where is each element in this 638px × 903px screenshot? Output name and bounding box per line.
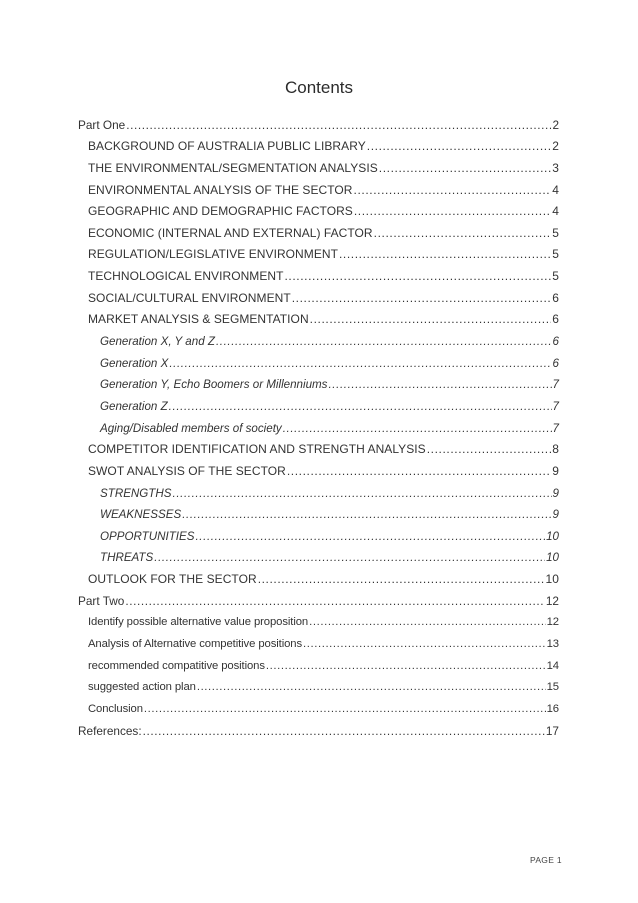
toc-entry[interactable]	[78, 717, 559, 739]
toc-entry-label: SOCIAL/CULTURAL ENVIRONMENT	[88, 290, 291, 305]
toc-entry-page-number: 3	[552, 160, 559, 175]
toc-dot-leader	[379, 161, 551, 176]
toc-entry-label: Analysis of Alternative competitive positions	[88, 638, 303, 651]
toc-entry[interactable]	[78, 695, 559, 717]
toc-dot-leader	[285, 269, 552, 284]
toc-dot-leader	[292, 291, 552, 306]
toc-entry[interactable]	[78, 349, 559, 371]
toc-dot-leader	[354, 204, 551, 219]
toc-entry[interactable]	[78, 522, 559, 544]
toc-dot-leader	[309, 615, 546, 630]
toc-entry-page-number: 13	[546, 638, 559, 651]
toc-entry-page-number: 14	[546, 659, 559, 672]
toc-entry-page-number: 8	[552, 442, 559, 457]
toc-dot-leader	[367, 139, 552, 154]
toc-entry-label: suggested action plan	[88, 681, 196, 694]
toc-entry[interactable]	[78, 565, 559, 587]
toc-entry[interactable]	[78, 630, 559, 652]
toc-dot-leader	[427, 442, 552, 457]
toc-dot-leader	[216, 334, 552, 349]
page-number-footer: PAGE 1	[530, 855, 562, 865]
toc-entry-page-number: 9	[552, 486, 559, 500]
toc-entry[interactable]	[78, 609, 559, 631]
toc-entry-label: ECONOMIC (INTERNAL AND EXTERNAL) FACTOR	[88, 225, 373, 240]
toc-dot-leader	[144, 702, 546, 717]
toc-entry[interactable]	[78, 111, 559, 133]
toc-dot-leader	[266, 659, 546, 674]
toc-entry[interactable]	[78, 154, 559, 176]
toc-entry[interactable]	[78, 587, 559, 609]
toc-dot-leader	[125, 594, 545, 609]
toc-entry-label: Part Two	[78, 593, 125, 608]
toc-entry-page-number: 5	[552, 225, 559, 240]
toc-entry[interactable]	[78, 501, 559, 523]
toc-dot-leader	[328, 377, 551, 392]
toc-entry-label: References:	[78, 723, 142, 738]
toc-dot-leader	[303, 637, 546, 652]
toc-entry[interactable]	[78, 176, 559, 198]
toc-entry[interactable]	[78, 198, 559, 220]
toc-entry-label: Conclusion	[88, 702, 143, 715]
toc-entry[interactable]	[78, 241, 559, 263]
toc-entry-page-number: 9	[552, 463, 559, 478]
toc-entry[interactable]	[78, 652, 559, 674]
toc-entry[interactable]	[78, 371, 559, 393]
toc-dot-leader	[374, 226, 552, 241]
toc-entry-label: STRENGTHS	[100, 486, 172, 500]
toc-entry-label: ENVIRONMENTAL ANALYSIS OF THE SECTOR	[88, 182, 353, 197]
toc-dot-leader	[310, 312, 552, 327]
toc-entry-page-number: 7	[552, 399, 559, 413]
toc-entry-page-number: 4	[552, 182, 559, 197]
toc-dot-leader	[354, 183, 552, 198]
toc-entry[interactable]	[78, 457, 559, 479]
toc-entry-page-number: 17	[545, 723, 559, 738]
toc-entry-label: COMPETITOR IDENTIFICATION AND STRENGTH ANALYSIS	[88, 442, 426, 457]
toc-entry-page-number: 4	[552, 204, 559, 219]
toc-dot-leader	[173, 486, 552, 501]
toc-entry-label: THREATS	[100, 551, 154, 565]
toc-dot-leader	[126, 118, 551, 133]
toc-dot-leader	[339, 247, 551, 262]
toc-dot-leader	[169, 356, 551, 371]
toc-entry[interactable]	[78, 327, 559, 349]
toc-entry-page-number: 12	[546, 616, 559, 629]
toc-entry-page-number: 7	[552, 421, 559, 435]
toc-entry-label: Part One	[78, 117, 126, 132]
toc-entry-page-number: 10	[546, 529, 559, 543]
toc-dot-leader	[182, 507, 551, 522]
toc-entry[interactable]	[78, 284, 559, 306]
toc-entry-label: THE ENVIRONMENTAL/SEGMENTATION ANALYSIS	[88, 160, 378, 175]
toc-entry-label: MARKET ANALYSIS & SEGMENTATION	[88, 312, 309, 327]
toc-entry-label: Generation X, Y and Z	[100, 335, 215, 349]
toc-dot-leader	[287, 464, 551, 479]
toc-dot-leader	[169, 399, 552, 414]
toc-entry[interactable]	[78, 544, 559, 566]
toc-dot-leader	[195, 529, 545, 544]
toc-entry-label: SWOT ANALYSIS OF THE SECTOR	[88, 463, 286, 478]
toc-entry-page-number: 12	[545, 593, 559, 608]
toc-entry-label: Generation X	[100, 356, 169, 370]
toc-dot-leader	[283, 421, 552, 436]
toc-entry-page-number: 9	[552, 508, 559, 522]
toc-entry-label: recommended compatitive positions	[88, 659, 265, 672]
toc-entry-page-number: 6	[552, 356, 559, 370]
toc-entry[interactable]	[78, 674, 559, 696]
toc-entry-page-number: 5	[552, 247, 559, 262]
toc-entry-label: TECHNOLOGICAL ENVIRONMENT	[88, 269, 284, 284]
toc-entry[interactable]	[78, 479, 559, 501]
toc-entry-page-number: 10	[545, 572, 559, 587]
toc-entry-label: Generation Y, Echo Boomers or Millenniums	[100, 378, 328, 392]
toc-entry-page-number: 2	[552, 117, 559, 132]
toc-entry-page-number: 2	[552, 139, 559, 154]
toc-entry-label: Identify possible alternative value proposition	[88, 616, 309, 629]
toc-entry-label: OPPORTUNITIES	[100, 529, 195, 543]
toc-entry-page-number: 7	[552, 378, 559, 392]
toc-entry-page-number: 16	[546, 702, 559, 715]
toc-entry[interactable]	[78, 436, 559, 458]
toc-entry-page-number: 10	[546, 551, 559, 565]
toc-entry[interactable]	[78, 414, 559, 436]
toc-dot-leader	[154, 550, 545, 565]
toc-entry-page-number: 15	[546, 681, 559, 694]
toc-entry-label: Generation Z	[100, 399, 168, 413]
toc-entry[interactable]	[78, 306, 559, 328]
toc-entry-label: OUTLOOK FOR THE SECTOR	[88, 572, 257, 587]
table-of-contents	[78, 111, 559, 739]
page-title: Contents	[284, 78, 354, 97]
toc-entry-page-number: 6	[552, 312, 559, 327]
toc-entry-label: BACKGROUND OF AUSTRALIA PUBLIC LIBRARY	[88, 139, 366, 154]
toc-entry-label: GEOGRAPHIC AND DEMOGRAPHIC FACTORS	[88, 204, 353, 219]
toc-entry[interactable]	[78, 262, 559, 284]
toc-entry[interactable]	[78, 133, 559, 155]
toc-dot-leader	[197, 680, 546, 695]
toc-entry-page-number: 6	[552, 290, 559, 305]
toc-dot-leader	[258, 572, 545, 587]
toc-dot-leader	[143, 724, 545, 739]
toc-entry-label: WEAKNESSES	[100, 508, 182, 522]
toc-entry-label: Aging/Disabled members of society	[100, 421, 282, 435]
toc-entry-page-number: 6	[552, 335, 559, 349]
toc-entry-label: REGULATION/LEGISLATIVE ENVIRONMENT	[88, 247, 338, 262]
toc-entry[interactable]	[78, 219, 559, 241]
toc-entry-page-number: 5	[552, 269, 559, 284]
toc-entry[interactable]	[78, 392, 559, 414]
